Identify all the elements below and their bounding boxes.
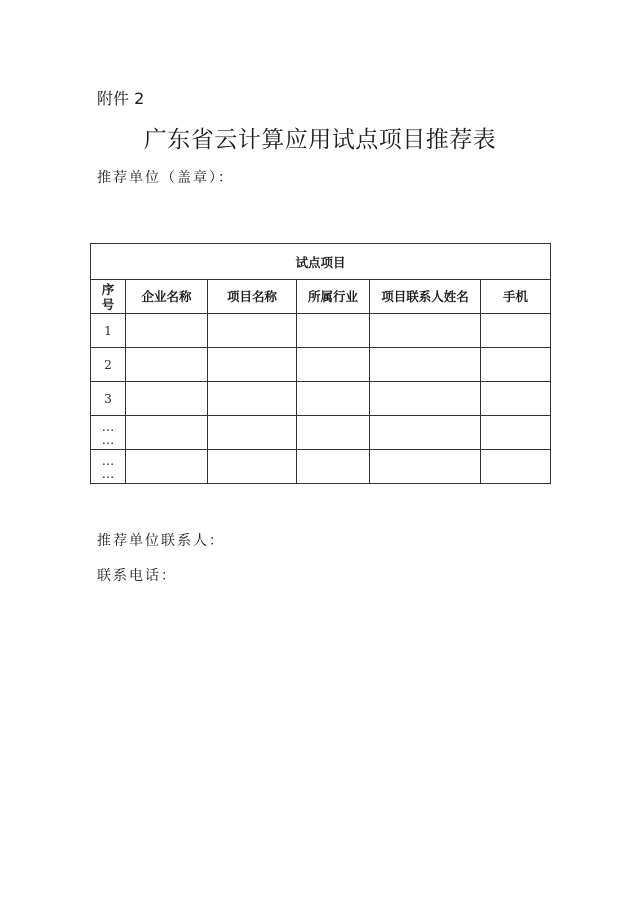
- cell-contact-name[interactable]: [370, 450, 481, 484]
- header-contact-name: 项目联系人姓名: [370, 280, 481, 314]
- row-seq-ellipsis: [91, 416, 126, 450]
- cell-industry[interactable]: [297, 314, 370, 348]
- cell-mobile[interactable]: [481, 450, 551, 484]
- cell-mobile[interactable]: [481, 382, 551, 416]
- cell-mobile[interactable]: [481, 348, 551, 382]
- cell-contact-name[interactable]: [370, 314, 481, 348]
- table-row: [91, 450, 551, 484]
- table-caption: 试点项目: [91, 244, 551, 280]
- header-mobile: 手机: [481, 280, 551, 314]
- cell-industry[interactable]: [297, 348, 370, 382]
- table-row: [91, 314, 551, 348]
- recommendation-table: [90, 243, 551, 484]
- table-caption-row: [91, 244, 551, 280]
- header-seq-line2: 号: [101, 296, 115, 312]
- row-seq-ellipsis-line1: …: [101, 452, 115, 468]
- cell-project-name[interactable]: [208, 450, 297, 484]
- cell-company-name[interactable]: [126, 382, 208, 416]
- row-seq: 2: [91, 348, 126, 382]
- cell-company-name[interactable]: [126, 348, 208, 382]
- row-seq: 3: [91, 382, 126, 416]
- cell-contact-name[interactable]: [370, 416, 481, 450]
- cell-mobile[interactable]: [481, 416, 551, 450]
- cell-industry[interactable]: [297, 450, 370, 484]
- table-row: [91, 416, 551, 450]
- cell-contact-name[interactable]: [370, 348, 481, 382]
- cell-company-name[interactable]: [126, 450, 208, 484]
- header-project-name: 项目名称: [208, 280, 297, 314]
- table-header-row: [91, 280, 551, 314]
- row-seq-ellipsis-line2: …: [101, 465, 115, 481]
- header-industry: 所属行业: [297, 280, 370, 314]
- cell-project-name[interactable]: [208, 382, 297, 416]
- cell-company-name[interactable]: [126, 314, 208, 348]
- header-company-name: 企业名称: [126, 280, 208, 314]
- attachment-label: 附件 2: [97, 89, 145, 108]
- row-seq-ellipsis-line1: …: [101, 418, 115, 434]
- unit-contact-label: 推荐单位联系人：: [97, 533, 225, 549]
- contact-phone-label: 联系电话：: [97, 568, 177, 584]
- row-seq: 1: [91, 314, 126, 348]
- page-title: 广东省云计算应用试点项目推荐表: [143, 127, 497, 153]
- table-row: [91, 382, 551, 416]
- row-seq-ellipsis: [91, 450, 126, 484]
- cell-industry[interactable]: [297, 382, 370, 416]
- cell-project-name[interactable]: [208, 348, 297, 382]
- table-row: [91, 348, 551, 382]
- cell-mobile[interactable]: [481, 314, 551, 348]
- row-seq-ellipsis-line2: …: [101, 431, 115, 447]
- header-seq-line1: 序: [101, 281, 115, 297]
- cell-industry[interactable]: [297, 416, 370, 450]
- header-seq: [91, 280, 126, 314]
- cell-contact-name[interactable]: [370, 382, 481, 416]
- cell-project-name[interactable]: [208, 416, 297, 450]
- recommending-unit-label: 推荐单位（盖章）：: [97, 170, 234, 186]
- cell-company-name[interactable]: [126, 416, 208, 450]
- cell-project-name[interactable]: [208, 314, 297, 348]
